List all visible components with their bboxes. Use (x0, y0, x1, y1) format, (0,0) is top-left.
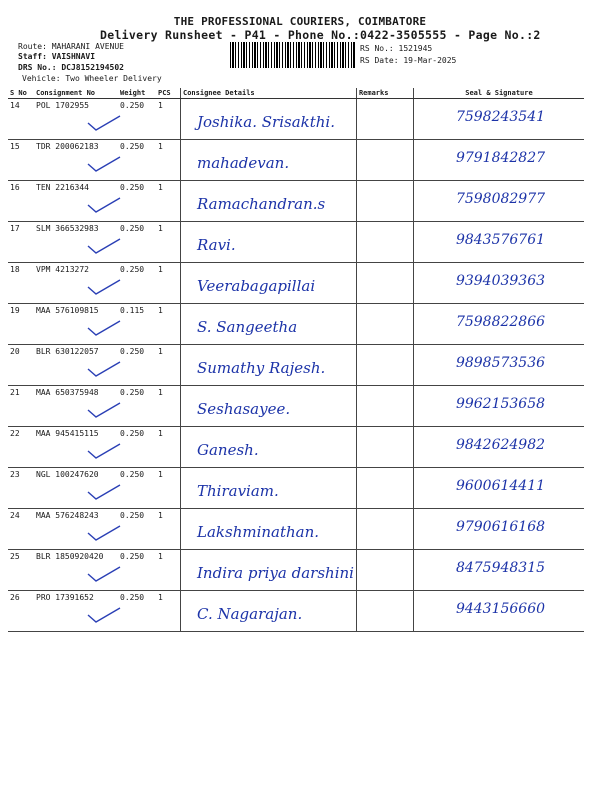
rs-date: RS Date: 19-Mar-2025 (360, 56, 457, 65)
consignment-cell: MAA 650375948 (34, 386, 118, 427)
company-title: THE PROFESSIONAL COURIERS, COIMBATORE (173, 15, 427, 28)
consignee-handwriting: mahadevan. (197, 154, 290, 172)
tick-mark-icon (84, 277, 124, 297)
weight-cell: 0.250 (118, 99, 156, 140)
signature-cell (413, 222, 584, 263)
signature-cell (413, 427, 584, 468)
weight-cell: 0.250 (118, 468, 156, 509)
consignee-cell (181, 181, 357, 222)
sno-cell: 26 (8, 591, 34, 632)
remarks-cell (356, 509, 413, 550)
tick-mark-icon (84, 482, 124, 502)
signature-cell (413, 304, 584, 345)
consignee-handwriting: Joshika. Srisakthi. (197, 113, 335, 131)
pcs-cell: 1 (156, 222, 181, 263)
pcs-cell: 1 (156, 427, 181, 468)
col-consignee: Consignee Details (181, 88, 357, 99)
consignment-cell: MAA 576248243 (34, 509, 118, 550)
consignee-handwriting: S. Sangeetha (197, 318, 298, 336)
remarks-cell (356, 591, 413, 632)
remarks-cell (356, 345, 413, 386)
consignee-handwriting: Seshasayee. (197, 400, 291, 418)
signature-cell (413, 591, 584, 632)
table-row (8, 140, 584, 181)
consignee-cell (181, 345, 357, 386)
barcode (230, 42, 355, 68)
remarks-cell (356, 386, 413, 427)
consignment-cell: TEN 2216344 (34, 181, 118, 222)
consignee-cell (181, 509, 357, 550)
consignment-cell: BLR 1850920420 (34, 550, 118, 591)
consignee-handwriting: Lakshminathan. (197, 523, 320, 541)
signature-cell (413, 263, 584, 304)
weight-cell: 0.250 (118, 263, 156, 304)
tick-mark-icon (84, 359, 124, 379)
weight-cell: 0.250 (118, 345, 156, 386)
pcs-cell: 1 (156, 140, 181, 181)
remarks-cell (356, 468, 413, 509)
runsheet-title: Delivery Runsheet - P41 - Phone No.:0422-3505555 - Page No.:2 (100, 28, 541, 42)
signature-handwriting: 9394039363 (455, 273, 546, 289)
tick-mark-icon (84, 441, 124, 461)
pcs-cell: 1 (156, 345, 181, 386)
consignee-handwriting: Ramachandran.s (197, 195, 326, 213)
remarks-cell (356, 427, 413, 468)
sno-cell: 20 (8, 345, 34, 386)
consignee-cell (181, 222, 357, 263)
weight-cell: 0.250 (118, 181, 156, 222)
signature-cell (413, 509, 584, 550)
sno-cell: 15 (8, 140, 34, 181)
consignment-cell: PRO 17391652 (34, 591, 118, 632)
pcs-cell: 1 (156, 509, 181, 550)
remarks-cell (356, 140, 413, 181)
weight-cell: 0.250 (118, 222, 156, 263)
consignment-cell: VPM 4213272 (34, 263, 118, 304)
consignee-cell (181, 427, 357, 468)
sno-cell: 25 (8, 550, 34, 591)
table-row (8, 263, 584, 304)
sno-cell: 24 (8, 509, 34, 550)
consignment-cell: BLR 630122057 (34, 345, 118, 386)
remarks-cell (356, 99, 413, 140)
signature-handwriting: 9962153658 (455, 396, 546, 412)
consignee-cell (181, 140, 357, 181)
table-row (8, 386, 584, 427)
table-row (8, 468, 584, 509)
tick-mark-icon (84, 564, 124, 584)
consignee-cell (181, 591, 357, 632)
weight-cell: 0.250 (118, 140, 156, 181)
tick-mark-icon (84, 236, 124, 256)
pcs-cell: 1 (156, 304, 181, 345)
remarks-cell (356, 550, 413, 591)
consignment-cell: TDR 200062183 (34, 140, 118, 181)
sno-cell: 17 (8, 222, 34, 263)
runsheet-table (8, 88, 584, 632)
tick-mark-icon (84, 154, 124, 174)
remarks-cell (356, 222, 413, 263)
col-remarks: Remarks (356, 88, 413, 99)
signature-cell (413, 468, 584, 509)
sno-cell: 19 (8, 304, 34, 345)
table-row (8, 99, 584, 140)
consignment-cell: MAA 945415115 (34, 427, 118, 468)
table-row (8, 304, 584, 345)
col-pcs: PCS (156, 88, 181, 99)
consignment-cell: NGL 100247620 (34, 468, 118, 509)
route-label: Route: MAHARANI AVENUE (18, 42, 124, 51)
consignee-handwriting: C. Nagarajan. (197, 605, 303, 623)
table-header (8, 88, 584, 99)
consignee-handwriting: Sumathy Rajesh. (197, 359, 326, 377)
signature-cell (413, 550, 584, 591)
consignee-handwriting: Veerabagapillai (197, 277, 316, 295)
sno-cell: 16 (8, 181, 34, 222)
signature-handwriting: 9790616168 (455, 519, 546, 535)
signature-handwriting: 7598822866 (455, 314, 546, 330)
weight-cell: 0.250 (118, 427, 156, 468)
signature-handwriting: 9898573536 (455, 355, 546, 371)
consignment-cell: SLM 366532983 (34, 222, 118, 263)
consignee-handwriting: Thiraviam. (197, 482, 279, 500)
table-row (8, 591, 584, 632)
weight-cell: 0.250 (118, 509, 156, 550)
pcs-cell: 1 (156, 386, 181, 427)
consignee-handwriting: Indira priya darshini (197, 564, 354, 582)
table-row (8, 181, 584, 222)
consignee-cell (181, 304, 357, 345)
signature-cell (413, 99, 584, 140)
signature-handwriting: 9443156660 (455, 601, 546, 617)
remarks-cell (356, 181, 413, 222)
tick-mark-icon (84, 400, 124, 420)
col-signature: Seal & Signature (413, 88, 584, 99)
consignee-handwriting: Ganesh. (197, 441, 259, 459)
remarks-cell (356, 263, 413, 304)
tick-mark-icon (84, 605, 124, 625)
consignee-cell (181, 550, 357, 591)
pcs-cell: 1 (156, 550, 181, 591)
rs-number: RS No.: 1521945 (360, 44, 433, 53)
col-sno: S No (8, 88, 34, 99)
table-row (8, 550, 584, 591)
tick-mark-icon (84, 113, 124, 133)
signature-handwriting: 9600614411 (455, 478, 546, 494)
weight-cell: 0.250 (118, 550, 156, 591)
sno-cell: 22 (8, 427, 34, 468)
table-row (8, 345, 584, 386)
consignee-handwriting: Ravi. (197, 236, 236, 254)
consignee-cell (181, 99, 357, 140)
signature-cell (413, 345, 584, 386)
signature-cell (413, 386, 584, 427)
tick-mark-icon (84, 318, 124, 338)
signature-handwriting: 9791842827 (455, 150, 546, 166)
signature-handwriting: 7598243541 (455, 109, 546, 125)
table-row (8, 427, 584, 468)
pcs-cell: 1 (156, 468, 181, 509)
signature-handwriting: 8475948315 (455, 560, 546, 576)
sno-cell: 23 (8, 468, 34, 509)
pcs-cell: 1 (156, 181, 181, 222)
staff-label: Staff: VAISHNAVI (18, 52, 96, 61)
sno-cell: 14 (8, 99, 34, 140)
pcs-cell: 1 (156, 99, 181, 140)
weight-cell: 0.250 (118, 591, 156, 632)
signature-cell (413, 140, 584, 181)
drs-label: DRS No.: DCJ8152194502 (18, 63, 124, 72)
tick-mark-icon (84, 195, 124, 215)
consignment-cell: POL 1702955 (34, 99, 118, 140)
col-consignment: Consignment No (34, 88, 118, 99)
consignment-cell: MAA 576109815 (34, 304, 118, 345)
weight-cell: 0.115 (118, 304, 156, 345)
remarks-cell (356, 304, 413, 345)
table-row (8, 509, 584, 550)
table-row (8, 222, 584, 263)
signature-handwriting: 9842624982 (455, 437, 546, 453)
vehicle-label: Vehicle: Two Wheeler Delivery (22, 74, 162, 83)
col-weight: Weight (118, 88, 156, 99)
weight-cell: 0.250 (118, 386, 156, 427)
consignee-cell (181, 468, 357, 509)
signature-handwriting: 9843576761 (455, 232, 546, 248)
sno-cell: 21 (8, 386, 34, 427)
signature-handwriting: 7598082977 (455, 191, 546, 207)
consignee-cell (181, 263, 357, 304)
sno-cell: 18 (8, 263, 34, 304)
pcs-cell: 1 (156, 591, 181, 632)
tick-mark-icon (84, 523, 124, 543)
signature-cell (413, 181, 584, 222)
consignee-cell (181, 386, 357, 427)
pcs-cell: 1 (156, 263, 181, 304)
